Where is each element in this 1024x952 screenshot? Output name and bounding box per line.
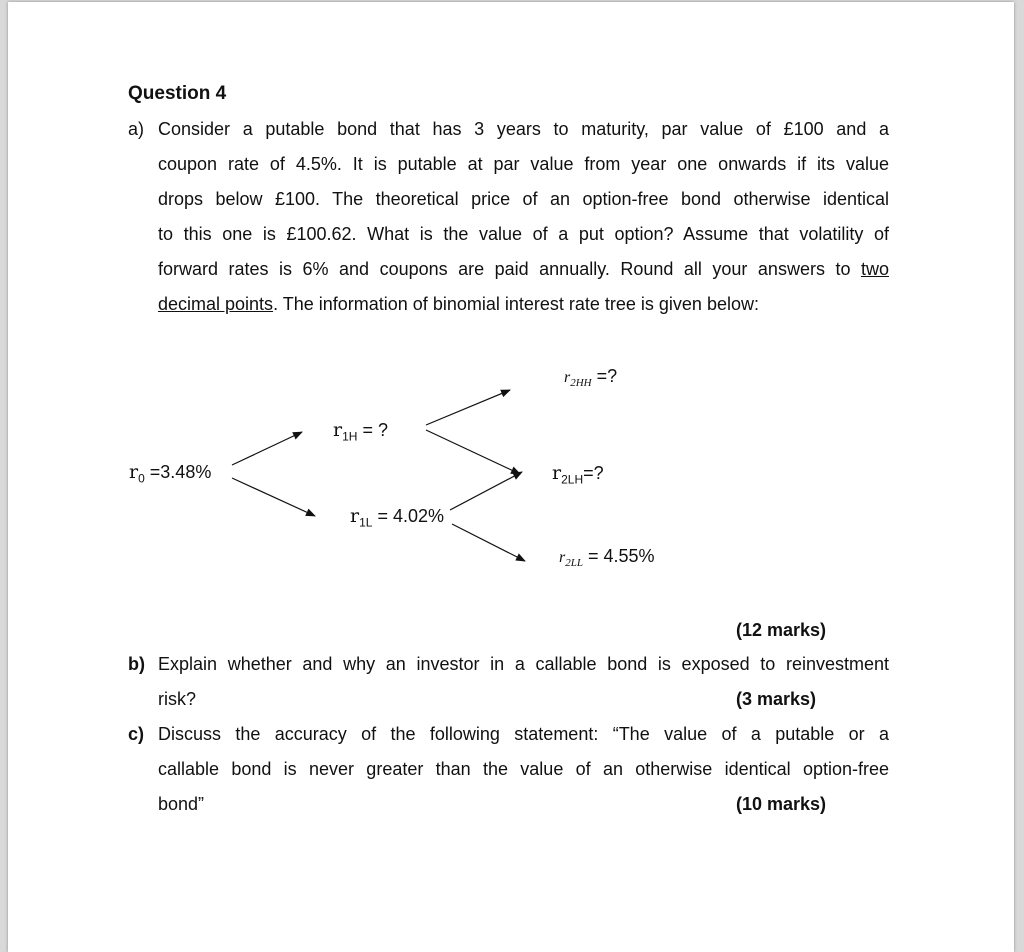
part-a-line-2: coupon rate of 4.5%. It is putable at par value from year one onwards if its value bbox=[158, 154, 889, 174]
part-c-line-3 bbox=[158, 787, 889, 822]
arrow-r1H-to-r2LH bbox=[426, 430, 520, 474]
r2LL-value: = 4.55% bbox=[582, 546, 655, 566]
r0-label: $r_0 =3.48\%$ bbox=[129, 461, 212, 486]
arrow-r1H-to-r2HH bbox=[426, 390, 510, 425]
part-b-label: b) bbox=[128, 654, 145, 674]
part-c-line-2: callable bond is never greater than the value of an otherwise identical option-free bbox=[158, 759, 889, 779]
part-c-text bbox=[158, 717, 889, 822]
part-b-line-2 bbox=[158, 682, 889, 717]
arrow-r0-to-r1L bbox=[232, 478, 315, 516]
part-b-marks: (3 marks) bbox=[736, 689, 817, 709]
part-a-line-1: Consider a putable bond that has 3 years to maturity, par value of £100 and a bbox=[158, 119, 889, 139]
r2HH-label: $r_{2HH}$ =? bbox=[564, 366, 618, 390]
part-c-line-3-text: bond” bbox=[158, 794, 205, 814]
r1H-symbol: r bbox=[333, 419, 343, 441]
part-b-text bbox=[158, 647, 889, 717]
arrow-r0-to-r1H bbox=[232, 432, 302, 465]
r0-symbol: r bbox=[129, 461, 139, 483]
underlined-two: two bbox=[860, 259, 889, 279]
part-b-line-1: Explain whether and why an investor in a callable bond is exposed to reinvestment bbox=[158, 654, 889, 674]
r1H-value: = ? bbox=[357, 420, 388, 440]
part-a-label: a) bbox=[128, 119, 145, 139]
r2LH-value: =? bbox=[583, 463, 604, 483]
arrow-r1L-to-r2LH bbox=[450, 472, 522, 510]
part-c-label: c) bbox=[128, 724, 145, 744]
r1L-label: $r_{1L} = 4.02\%$ bbox=[350, 505, 445, 530]
part-c-marks: (10 marks) bbox=[736, 794, 827, 814]
r2LH-label: $r_{2LH}=$? bbox=[552, 462, 604, 487]
r0-value: =3.48% bbox=[144, 462, 212, 482]
arrow-r1L-to-r2LL bbox=[452, 524, 525, 561]
part-b-line-2-text: risk? bbox=[158, 689, 197, 709]
r1L-value: = 4.02% bbox=[372, 506, 445, 526]
underlined-decimal-points: decimal points bbox=[158, 294, 274, 314]
part-a-line-6-text: . The information of binomial interest rate tree is given below: bbox=[273, 294, 759, 314]
r1H-label: $r_{1H}$ = ? bbox=[333, 419, 388, 444]
r2HH-value: =? bbox=[591, 366, 618, 386]
r1L-symbol: r bbox=[350, 505, 360, 527]
r2LL-symbol: r bbox=[559, 549, 566, 566]
part-a-line-3: drops below £100. The theoretical price of an option-free bond otherwise identical bbox=[158, 189, 889, 209]
question-title: Question 4 bbox=[128, 83, 227, 104]
part-a-line-4: to this one is £100.62. What is the value of a put option? Assume that volatility of bbox=[158, 224, 889, 244]
r2HH-symbol: r bbox=[564, 369, 571, 386]
r2LL-label: $r_{2LL} = 4.55\%$ bbox=[559, 546, 655, 570]
part-c-line-1: Discuss the accuracy of the following statement: “The value of a putable or a bbox=[158, 724, 889, 744]
part-a-line-5-text: forward rates is 6% and coupons are paid annually. Round all your answers to bbox=[158, 259, 851, 279]
r2LH-symbol: r bbox=[552, 462, 562, 484]
part-a-marks: (12 marks) bbox=[736, 620, 827, 640]
